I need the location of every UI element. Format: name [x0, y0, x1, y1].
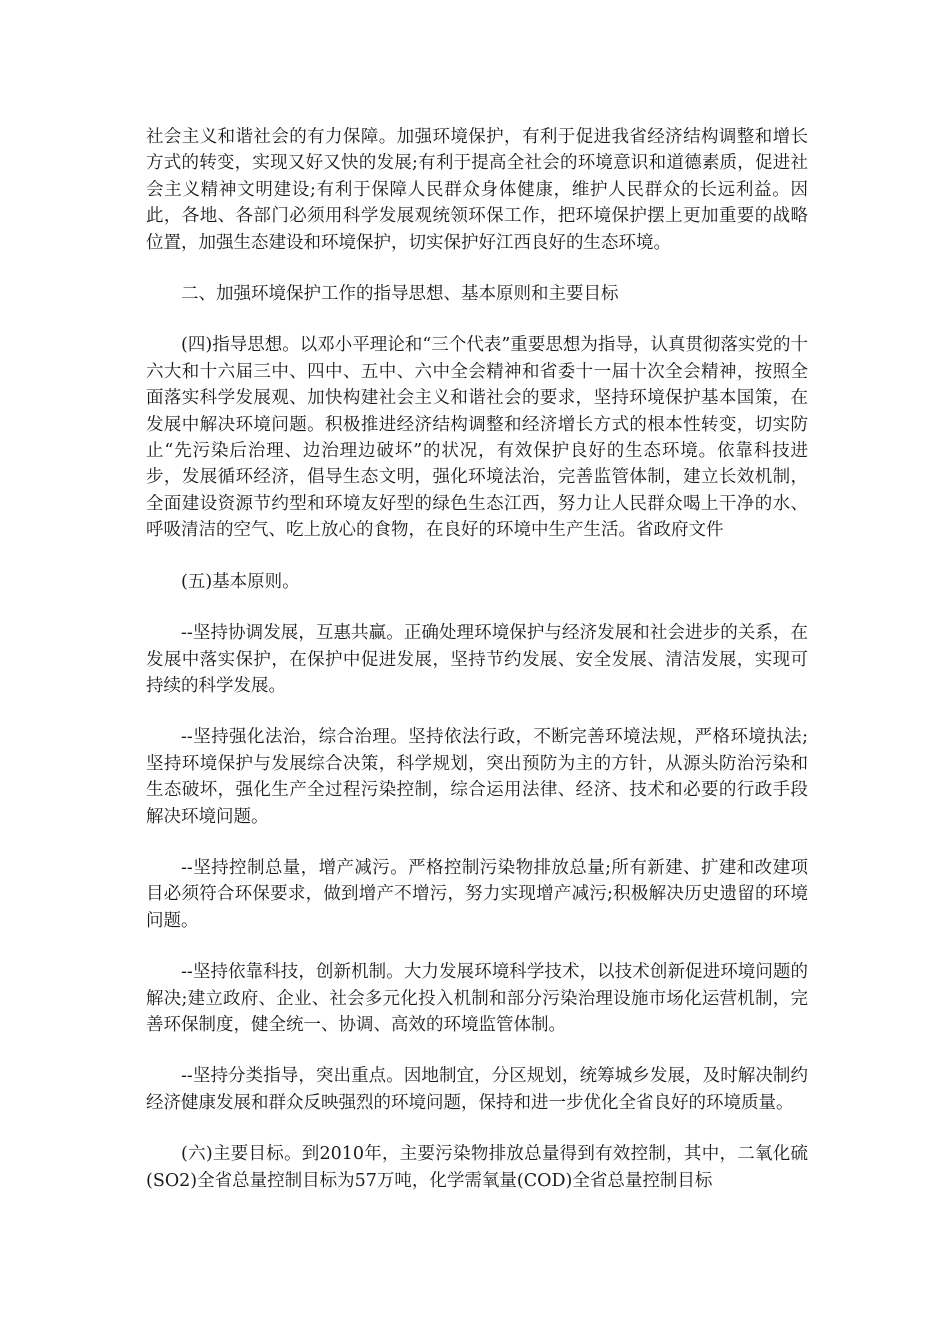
paragraph-principle-rule-of-law: --坚持强化法治，综合治理。坚持依法行政，不断完善环境法规，严格环境执法;坚持环境保护与发展综合决策，科学规划，突出预防为主的方针，从源头防治污染和生态破坏，强化生产全过程污染控制，综合运用法律、经济、技术和必要的行政手段解决环境问题。	[146, 727, 808, 827]
paragraph-principle-coordinated-development: --坚持协调发展，互惠共赢。正确处理环境保护与经济发展和社会进步的关系，在发展中落实保护，在保护中促进发展，坚持节约发展、安全发展、清洁发展，实现可持续的科学发展。	[146, 623, 808, 696]
paragraph-main-targets: (六)主要目标。到2010年，主要污染物排放总量得到有效控制，其中，二氧化硫(SO2)全省总量控制目标为57万吨，化学需氧量(COD)全省总量控制目标	[146, 1144, 808, 1191]
paragraph-basic-principles-heading: (五)基本原则。	[181, 571, 300, 592]
section-heading: 二、加强环境保护工作的指导思想、基本原则和主要目标	[181, 284, 619, 305]
paragraph-guiding-ideology: (四)指导思想。以邓小平理论和“三个代表”重要思想为指导，认真贯彻落实党的十六大和十六届三中、四中、五中、六中全会精神和省委十一届十次全会精神，按照全面落实科学发展观、加快构建社会主义和谐社会的要求，坚持环境保护基本国策，在发展中解决环境问题。积极推进经济结构调整和经济增长方式的根本性转变，切实防止“先污染后治理、边治理边破坏”的状况，有效保护良好的生态环境。依靠科技进步，发展循环经济，倡导生态文明，强化环境法治，完善监管体制，建立长效机制，全面建设资源节约型和环境友好型的绿色生态江西，努力让人民群众喝上干净的水、呼吸清洁的空气、吃上放心的食物，在良好的环境中生产生活。省政府文件	[146, 335, 808, 541]
paragraph-principle-classified-guidance: --坚持分类指导，突出重点。因地制宜，分区规划，统筹城乡发展，及时解决制约经济健康发展和群众反映强烈的环境问题，保持和进一步优化全省良好的环境质量。	[146, 1066, 808, 1113]
document-body	[146, 124, 808, 1194]
paragraph-principle-total-control: --坚持控制总量，增产减污。严格控制污染物排放总量;所有新建、扩建和改建项目必须符合环保要求，做到增产不增污，努力实现增产减污;积极解决历史遗留的环境问题。	[146, 857, 808, 931]
paragraph-principle-technology: --坚持依靠科技，创新机制。大力发展环境科学技术，以技术创新促进环境问题的解决;建立政府、企业、社会多元化投入机制和部分污染治理设施市场化运营机制，完善环保制度，健全统一、协调、高效的环境监管体制。	[146, 962, 808, 1035]
paragraph-continuation: 社会主义和谐社会的有力保障。加强环境保护，有利于促进我省经济结构调整和增长方式的转变，实现又好又快的发展;有利于提高全社会的环境意识和道德素质，促进社会主义精神文明建设;有利于保障人民群众身体健康，维护人民群众的长远利益。因此，各地、各部门必须用科学发展观统领环保工作，把环境保护摆上更加重要的战略位置，加强生态建设和环境保护，切实保护好江西良好的生态环境。	[146, 127, 808, 253]
